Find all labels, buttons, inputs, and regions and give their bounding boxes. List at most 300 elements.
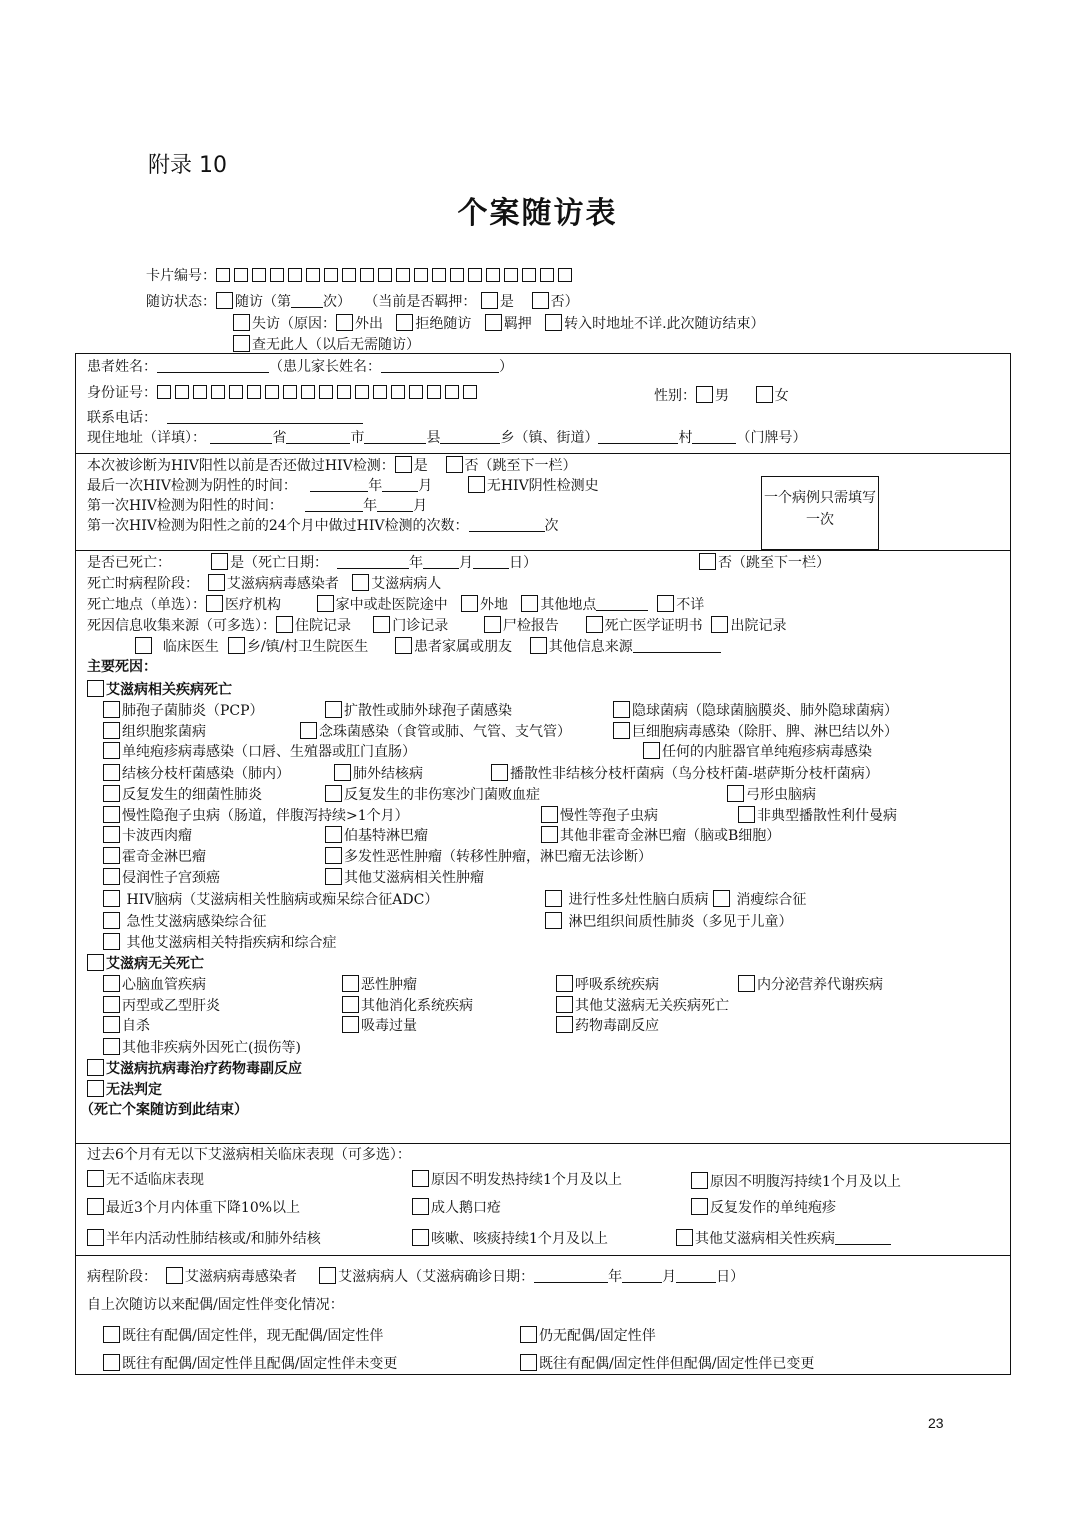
female-checkbox[interactable] xyxy=(756,386,773,403)
card-number-digit-box[interactable] xyxy=(486,268,500,282)
detained-no-checkbox[interactable] xyxy=(532,292,549,309)
src-family-label: 患者家属或朋友 xyxy=(413,639,512,655)
clin-herpes-label: 反复发作的单纯疱疹 xyxy=(710,1200,836,1216)
src-discharge-label: 出院记录 xyxy=(730,618,787,634)
clin-herpes-checkbox[interactable] xyxy=(691,1198,708,1215)
out-checkbox[interactable] xyxy=(336,314,353,331)
id-number-digit-box[interactable] xyxy=(319,385,333,399)
place-other-label: 其他地点 xyxy=(540,597,597,613)
unrel-item xyxy=(342,1016,417,1035)
stage-aids-now-label: 艾滋病病人（艾滋病确诊日期： xyxy=(338,1269,535,1285)
pcp-checkbox[interactable] xyxy=(103,701,120,718)
hiv-first-pos-row xyxy=(87,497,427,515)
divider-2 xyxy=(75,550,1011,551)
death-month-unit: 月 xyxy=(458,555,473,571)
src-cert-checkbox[interactable] xyxy=(586,616,603,633)
crypto-label: 隐球菌病（隐球菌脑膜炎、肺外隐球菌病） xyxy=(632,703,898,719)
cmv-checkbox[interactable] xyxy=(613,722,630,739)
histo-label: 组织胞浆菌病 xyxy=(122,724,206,740)
acute-checkbox[interactable] xyxy=(103,912,120,929)
card-number-digit-box[interactable] xyxy=(234,268,248,282)
rel-item xyxy=(103,785,262,804)
multiple-checkbox[interactable] xyxy=(325,847,342,864)
last-neg-year-field[interactable] xyxy=(310,477,368,492)
death-year-unit: 年 xyxy=(408,555,423,571)
detained-reason-checkbox[interactable] xyxy=(485,314,502,331)
aids-unrelated-label: 艾滋病无关死亡 xyxy=(106,956,204,972)
dead-no-row xyxy=(699,553,830,572)
src-inpatient-checkbox[interactable] xyxy=(276,616,293,633)
rel-item xyxy=(103,722,206,741)
detained-yes-checkbox[interactable] xyxy=(481,292,498,309)
src-other-label: 其他信息来源 xyxy=(548,639,633,655)
stage-hiv-now-label: 艾滋病病毒感染者 xyxy=(184,1269,297,1285)
clinical-question: 过去6个月有无以下艾滋病相关临床表现（可多选）： xyxy=(87,1147,411,1163)
clin-other-label: 其他艾滋病相关性疾病 xyxy=(695,1231,835,1247)
clin-fever-checkbox[interactable] xyxy=(412,1170,429,1187)
town-unit: 乡（镇、街道） xyxy=(500,430,599,446)
place-med-label: 医疗机构 xyxy=(225,597,281,613)
clin-item xyxy=(412,1170,622,1189)
hsv-organ-checkbox[interactable] xyxy=(643,742,660,759)
clin-other-checkbox[interactable] xyxy=(676,1229,693,1246)
clin-weight-checkbox[interactable] xyxy=(87,1198,104,1215)
clin-thrush-checkbox[interactable] xyxy=(412,1198,429,1215)
house-field[interactable] xyxy=(692,429,736,444)
id-number-digit-box[interactable] xyxy=(157,385,171,399)
wasting-checkbox[interactable] xyxy=(713,890,730,907)
followup-times-unit: 次） xyxy=(323,294,351,310)
partner-1-checkbox[interactable] xyxy=(103,1326,120,1343)
leish-checkbox[interactable] xyxy=(738,806,755,823)
id-number-digit-box[interactable] xyxy=(337,385,351,399)
card-number-digit-box[interactable] xyxy=(414,268,428,282)
card-number-digit-box[interactable] xyxy=(504,268,518,282)
suicide-checkbox[interactable] xyxy=(103,1016,120,1033)
stage-hiv-now-checkbox[interactable] xyxy=(166,1267,183,1284)
dead-yes-checkbox[interactable] xyxy=(211,553,228,570)
patient-name-field[interactable] xyxy=(157,358,269,373)
clin-tb-label: 半年内活动性肺结核或/和肺外结核 xyxy=(106,1231,321,1247)
rel-item xyxy=(727,785,816,804)
undetermined-checkbox[interactable] xyxy=(87,1080,104,1097)
cervical-label: 侵润性子宫颈癌 xyxy=(122,870,220,886)
nhl-label: 其他非霍奇金淋巴瘤（脑或B细胞） xyxy=(560,828,781,844)
no-person-checkbox[interactable] xyxy=(233,335,250,352)
hiv-q1-row xyxy=(87,456,577,475)
card-number-digit-box[interactable] xyxy=(450,268,464,282)
partner-4-checkbox[interactable] xyxy=(520,1354,537,1371)
once-note-box: 一个病例只需填写一次 xyxy=(761,476,879,550)
partner-2-checkbox[interactable] xyxy=(520,1326,537,1343)
patient-name-label: 患者姓名： xyxy=(87,359,157,375)
id-number-boxes[interactable] xyxy=(157,385,481,401)
rel-item xyxy=(541,826,780,845)
stage-row xyxy=(87,1267,744,1286)
dead-no-checkbox[interactable] xyxy=(699,553,716,570)
card-number-digit-box[interactable] xyxy=(324,268,338,282)
endo-checkbox[interactable] xyxy=(738,975,755,992)
id-number-digit-box[interactable] xyxy=(463,385,477,399)
pml-label: 进行性多灶性脑白质病 xyxy=(564,892,709,908)
hiv-count-label: 第一次HIV检测为阳性之前的24个月中做过HIV检测的次数： xyxy=(87,518,469,534)
rel-item xyxy=(545,912,792,931)
cryptosporid-checkbox[interactable] xyxy=(103,806,120,823)
wasting-label: 消瘦综合征 xyxy=(731,892,807,908)
unrel-item xyxy=(103,1016,150,1035)
card-number-digit-box[interactable] xyxy=(216,268,230,282)
leish-label: 非典型播散性利什曼病 xyxy=(757,808,897,824)
partner-3-checkbox[interactable] xyxy=(103,1354,120,1371)
parent-close: ） xyxy=(499,359,513,375)
card-number-digit-box[interactable] xyxy=(540,268,554,282)
id-number-digit-box[interactable] xyxy=(265,385,279,399)
injury-checkbox[interactable] xyxy=(103,1038,120,1055)
clin-item xyxy=(691,1172,901,1191)
divider-4 xyxy=(75,1255,1011,1256)
tb-extra-label: 肺外结核病 xyxy=(353,766,423,782)
clin-cough-checkbox[interactable] xyxy=(412,1229,429,1246)
hiv-enceph-checkbox[interactable] xyxy=(103,890,120,907)
src-discharge-checkbox[interactable] xyxy=(711,616,728,633)
aids-year-field[interactable] xyxy=(534,1268,608,1283)
hiv-enceph-label: HIV脑病（艾滋病相关性脑病或痴呆综合征ADC） xyxy=(122,892,439,908)
transfer-checkbox[interactable] xyxy=(545,314,562,331)
place-other-field[interactable] xyxy=(596,596,648,611)
src-outpatient-checkbox[interactable] xyxy=(373,616,390,633)
aids-related-row xyxy=(87,680,232,699)
src-doctor-label: 临床医生 xyxy=(162,639,219,655)
lip-label: 淋巴组织间质性肺炎（多见于儿童） xyxy=(564,914,793,930)
tb-lung-checkbox[interactable] xyxy=(103,764,120,781)
lost-label: 失访（原因： xyxy=(252,316,336,332)
aids-day-field[interactable] xyxy=(676,1268,716,1283)
digest-label: 其他消化系统疾病 xyxy=(361,998,473,1014)
pneumonia-label: 反复发生的细菌性肺炎 xyxy=(122,787,262,803)
main-cause-heading: 主要死因： xyxy=(87,659,157,675)
stage-aids-checkbox[interactable] xyxy=(352,574,369,591)
stage-aids-now-checkbox[interactable] xyxy=(319,1267,336,1284)
candida-label: 念珠菌感染（食管或肺、气管、支气管） xyxy=(319,724,571,740)
rel-item xyxy=(103,933,336,952)
aids-month-unit: 月 xyxy=(662,1269,677,1285)
acute-label: 急性艾滋病感染综合征 xyxy=(122,914,267,930)
no-neg-history-checkbox[interactable] xyxy=(468,476,485,493)
tb-extra-checkbox[interactable] xyxy=(334,764,351,781)
unrel-item xyxy=(738,975,883,994)
drug-reaction-row xyxy=(87,1059,302,1078)
undetermined-label: 无法判定 xyxy=(106,1082,162,1098)
src-other-checkbox[interactable] xyxy=(530,637,547,654)
clin-item xyxy=(676,1229,891,1248)
lip-checkbox[interactable] xyxy=(545,912,562,929)
village-unit: 村 xyxy=(678,430,693,446)
sex-label: 性别： xyxy=(654,388,696,404)
hiv-q1-no-checkbox[interactable] xyxy=(446,456,463,473)
adverse-checkbox[interactable] xyxy=(556,1016,573,1033)
province-field[interactable] xyxy=(210,429,272,444)
page-number: 23 xyxy=(928,1415,944,1431)
followup-checkbox[interactable] xyxy=(216,292,233,309)
src-village-label: 乡/镇/村卫生院医生 xyxy=(246,639,369,655)
partner-2-label: 仍无配偶/固定性伴 xyxy=(539,1328,656,1344)
rel-item xyxy=(325,868,484,887)
clin-cough-label: 咳嗽、咳痰持续1个月及以上 xyxy=(431,1231,608,1247)
female-label: 女 xyxy=(774,388,789,404)
clin-item xyxy=(412,1229,608,1248)
kaposi-label: 卡波西肉瘤 xyxy=(122,828,192,844)
hsv-label: 单纯疱疹病毒感染（口唇、生殖器或肛门直肠） xyxy=(122,744,416,760)
clin-tb-checkbox[interactable] xyxy=(87,1229,104,1246)
kaposi-checkbox[interactable] xyxy=(103,826,120,843)
id-number-digit-box[interactable] xyxy=(301,385,315,399)
id-number-digit-box[interactable] xyxy=(193,385,207,399)
unrel-item xyxy=(342,996,473,1015)
id-number-digit-box[interactable] xyxy=(373,385,387,399)
aids-unrelated-checkbox[interactable] xyxy=(87,954,104,971)
dead-yes-label: 是（死亡日期： xyxy=(230,555,329,571)
src-cert-label: 死亡医学证明书 xyxy=(604,618,703,634)
detained-reason-label: 羁押 xyxy=(503,316,532,332)
cardio-checkbox[interactable] xyxy=(103,975,120,992)
card-number-digit-box[interactable] xyxy=(342,268,356,282)
digest-checkbox[interactable] xyxy=(342,996,359,1013)
first-pos-year-field[interactable] xyxy=(305,497,363,512)
card-number-digit-box[interactable] xyxy=(306,268,320,282)
card-number-digit-box[interactable] xyxy=(252,268,266,282)
place-other-checkbox[interactable] xyxy=(521,595,538,612)
multiple-label: 多发性恶性肿瘤（转移性肿瘤，淋巴瘤无法诊断） xyxy=(344,849,652,865)
city-field[interactable] xyxy=(286,429,350,444)
clin-item xyxy=(412,1198,501,1217)
hiv-q1-yes-checkbox[interactable] xyxy=(395,456,412,473)
aids-unrelated-row xyxy=(87,954,204,973)
place-home-checkbox[interactable] xyxy=(317,595,334,612)
lost-checkbox[interactable] xyxy=(233,314,250,331)
place-med-checkbox[interactable] xyxy=(206,595,223,612)
refused-checkbox[interactable] xyxy=(396,314,413,331)
other-tumor-label: 其他艾滋病相关性肿瘤 xyxy=(344,870,484,886)
pml-checkbox[interactable] xyxy=(545,890,562,907)
src-family-checkbox[interactable] xyxy=(395,637,412,654)
stage-hiv-checkbox[interactable] xyxy=(208,574,225,591)
pneumonia-checkbox[interactable] xyxy=(103,785,120,802)
rel-item xyxy=(613,722,898,741)
hiv-count-field[interactable] xyxy=(469,517,545,532)
address-label: 现住地址（详填）： xyxy=(87,430,206,446)
town-field[interactable] xyxy=(440,429,500,444)
place-out-label: 外地 xyxy=(479,597,508,613)
county-unit: 县 xyxy=(426,430,441,446)
male-checkbox[interactable] xyxy=(696,386,713,403)
src-other-field[interactable] xyxy=(633,638,721,653)
transfer-label: 转入时地址不详.此次随访结束） xyxy=(564,316,765,332)
rel-item xyxy=(491,764,879,783)
no-person-label: 查无此人（以后无需随访） xyxy=(252,337,420,353)
hsv-organ-label: 任何的内脏器官单纯疱疹病毒感染 xyxy=(662,744,872,760)
hepatitis-checkbox[interactable] xyxy=(103,996,120,1013)
mac-checkbox[interactable] xyxy=(491,764,508,781)
id-number-digit-box[interactable] xyxy=(211,385,225,399)
hiv-last-neg-row xyxy=(87,476,599,495)
clin-item xyxy=(87,1229,321,1248)
nhl-checkbox[interactable] xyxy=(541,826,558,843)
aids-day-unit: 日） xyxy=(716,1269,745,1285)
endo-label: 内分泌营养代谢疾病 xyxy=(757,977,883,993)
clin-thrush-label: 成人鹅口疮 xyxy=(431,1200,501,1216)
hiv-q1-label: 本次被诊断为HIV阳性以前是否还做过HIV检测： xyxy=(87,458,395,474)
src-autopsy-label: 尸检报告 xyxy=(502,618,559,634)
id-number-digit-box[interactable] xyxy=(175,385,189,399)
death-stage-label: 死亡时病程阶段： xyxy=(87,576,199,592)
rel-item xyxy=(643,742,872,761)
other-unrelated-checkbox[interactable] xyxy=(556,996,573,1013)
aids-related-label: 艾滋病相关疾病死亡 xyxy=(106,682,232,698)
src-doctor-checkbox[interactable] xyxy=(135,637,152,654)
src-autopsy-checkbox[interactable] xyxy=(484,616,501,633)
burkitt-checkbox[interactable] xyxy=(325,826,342,843)
phone-field[interactable] xyxy=(167,409,363,424)
card-number-digit-box[interactable] xyxy=(522,268,536,282)
histo-checkbox[interactable] xyxy=(103,722,120,739)
other-tumor-checkbox[interactable] xyxy=(325,868,342,885)
clin-diarrhea-checkbox[interactable] xyxy=(691,1172,708,1189)
card-number-digit-box[interactable] xyxy=(288,268,302,282)
male-label: 男 xyxy=(715,388,729,404)
clin-weight-label: 最近3个月内体重下降10%以上 xyxy=(106,1200,301,1216)
resp-label: 呼吸系统疾病 xyxy=(575,977,659,993)
clin-none-checkbox[interactable] xyxy=(87,1170,104,1187)
rel-item xyxy=(103,742,416,761)
id-row xyxy=(87,385,481,402)
rel-item xyxy=(613,701,898,720)
death-month-field[interactable] xyxy=(423,554,459,569)
hodgkin-label: 霍奇金淋巴瘤 xyxy=(122,849,206,865)
isospora-checkbox[interactable] xyxy=(541,806,558,823)
sex-row xyxy=(654,386,789,405)
rel-item xyxy=(300,722,571,741)
rel-item xyxy=(325,785,540,804)
salmonella-label: 反复发生的非伤寒沙门菌败血症 xyxy=(344,787,540,803)
death-source-row-1 xyxy=(87,616,786,635)
parent-name-field[interactable] xyxy=(381,358,499,373)
first-pos-month-field[interactable] xyxy=(377,497,413,512)
drug-reaction-label: 艾滋病抗病毒治疗药物毒副反应 xyxy=(106,1061,302,1077)
city-unit: 市 xyxy=(350,430,365,446)
card-number-boxes[interactable] xyxy=(216,268,576,284)
partner-item xyxy=(520,1354,814,1373)
id-number-digit-box[interactable] xyxy=(391,385,405,399)
clin-item xyxy=(87,1198,300,1217)
injury-label: 其他非疾病外因死亡(损伤等) xyxy=(122,1040,301,1056)
hsv-checkbox[interactable] xyxy=(103,742,120,759)
tb-lung-label: 结核分枝杆菌感染（肺内） xyxy=(122,766,290,782)
stage-label: 病程阶段： xyxy=(87,1269,157,1285)
last-neg-month-field[interactable] xyxy=(382,477,418,492)
death-source-row-2 xyxy=(135,637,721,656)
partner-item xyxy=(520,1326,656,1345)
resp-checkbox[interactable] xyxy=(556,975,573,992)
crypto-checkbox[interactable] xyxy=(613,701,630,718)
place-unknown-checkbox[interactable] xyxy=(657,595,674,612)
card-number-digit-box[interactable] xyxy=(468,268,482,282)
id-number-digit-box[interactable] xyxy=(283,385,297,399)
place-out-checkbox[interactable] xyxy=(461,595,478,612)
rel-item xyxy=(334,764,423,783)
house-unit: （门牌号） xyxy=(736,430,807,446)
card-number-digit-box[interactable] xyxy=(378,268,392,282)
src-inpatient-label: 住院记录 xyxy=(295,618,351,634)
cryptosporid-label: 慢性隐孢子虫病（肠道，伴腹泻持续>1个月） xyxy=(122,808,409,824)
aids-month-field[interactable] xyxy=(622,1268,662,1283)
aids-related-checkbox[interactable] xyxy=(87,680,104,697)
first-pos-year-unit: 年 xyxy=(363,498,378,514)
village-field[interactable] xyxy=(598,429,678,444)
clin-none-label: 无不适临床表现 xyxy=(106,1172,204,1188)
death-end-note: （死亡个案随访到此结束） xyxy=(80,1102,248,1118)
first-pos-month-unit: 月 xyxy=(413,498,428,514)
salmonella-checkbox[interactable] xyxy=(325,785,342,802)
clin-other-field[interactable] xyxy=(835,1230,891,1245)
county-field[interactable] xyxy=(364,429,426,444)
clin-item xyxy=(87,1170,204,1189)
followup-times-field[interactable] xyxy=(291,293,323,308)
hepatitis-label: 丙型或乙型肝炎 xyxy=(122,998,220,1014)
rel-item xyxy=(325,847,652,866)
card-number-digit-box[interactable] xyxy=(558,268,572,282)
rel-item xyxy=(103,806,409,825)
candida-checkbox[interactable] xyxy=(300,722,317,739)
partner-4-label: 既往有配偶/固定性伴但配偶/固定性伴已变更 xyxy=(539,1356,815,1372)
rel-item xyxy=(738,806,897,825)
card-number-digit-box[interactable] xyxy=(360,268,374,282)
unrel-item xyxy=(556,1016,659,1035)
malignant-checkbox[interactable] xyxy=(342,975,359,992)
id-number-digit-box[interactable] xyxy=(229,385,243,399)
drug-reaction-checkbox[interactable] xyxy=(87,1059,104,1076)
hodgkin-checkbox[interactable] xyxy=(103,847,120,864)
status-label: 随访状态： xyxy=(146,294,216,310)
overdose-label: 吸毒过量 xyxy=(361,1018,417,1034)
status-row-2 xyxy=(233,314,765,333)
unrel-item xyxy=(556,975,659,994)
id-number-digit-box[interactable] xyxy=(355,385,369,399)
divider-3 xyxy=(75,1143,1011,1144)
status-row-1 xyxy=(146,292,579,311)
id-number-digit-box[interactable] xyxy=(409,385,423,399)
isospora-label: 慢性等孢子虫病 xyxy=(560,808,658,824)
cervical-checkbox[interactable] xyxy=(103,868,120,885)
toxo-checkbox[interactable] xyxy=(727,785,744,802)
death-year-field[interactable] xyxy=(337,554,409,569)
malignant-label: 恶性肿瘤 xyxy=(361,977,417,993)
followup-label: 随访（第 xyxy=(235,294,291,310)
other-unrelated-label: 其他艾滋病无关疾病死亡 xyxy=(575,998,729,1014)
death-day-field[interactable] xyxy=(473,554,509,569)
id-number-digit-box[interactable] xyxy=(445,385,459,399)
card-number-digit-box[interactable] xyxy=(270,268,284,282)
other-syndrome-checkbox[interactable] xyxy=(103,933,120,950)
clin-diarrhea-label: 原因不明腹泻持续1个月及以上 xyxy=(710,1174,901,1190)
overdose-checkbox[interactable] xyxy=(342,1016,359,1033)
id-number-digit-box[interactable] xyxy=(247,385,261,399)
card-number-digit-box[interactable] xyxy=(396,268,410,282)
cocci-checkbox[interactable] xyxy=(325,701,342,718)
suicide-label: 自杀 xyxy=(122,1018,150,1034)
card-number-digit-box[interactable] xyxy=(432,268,446,282)
id-number-digit-box[interactable] xyxy=(427,385,441,399)
src-village-checkbox[interactable] xyxy=(228,637,245,654)
